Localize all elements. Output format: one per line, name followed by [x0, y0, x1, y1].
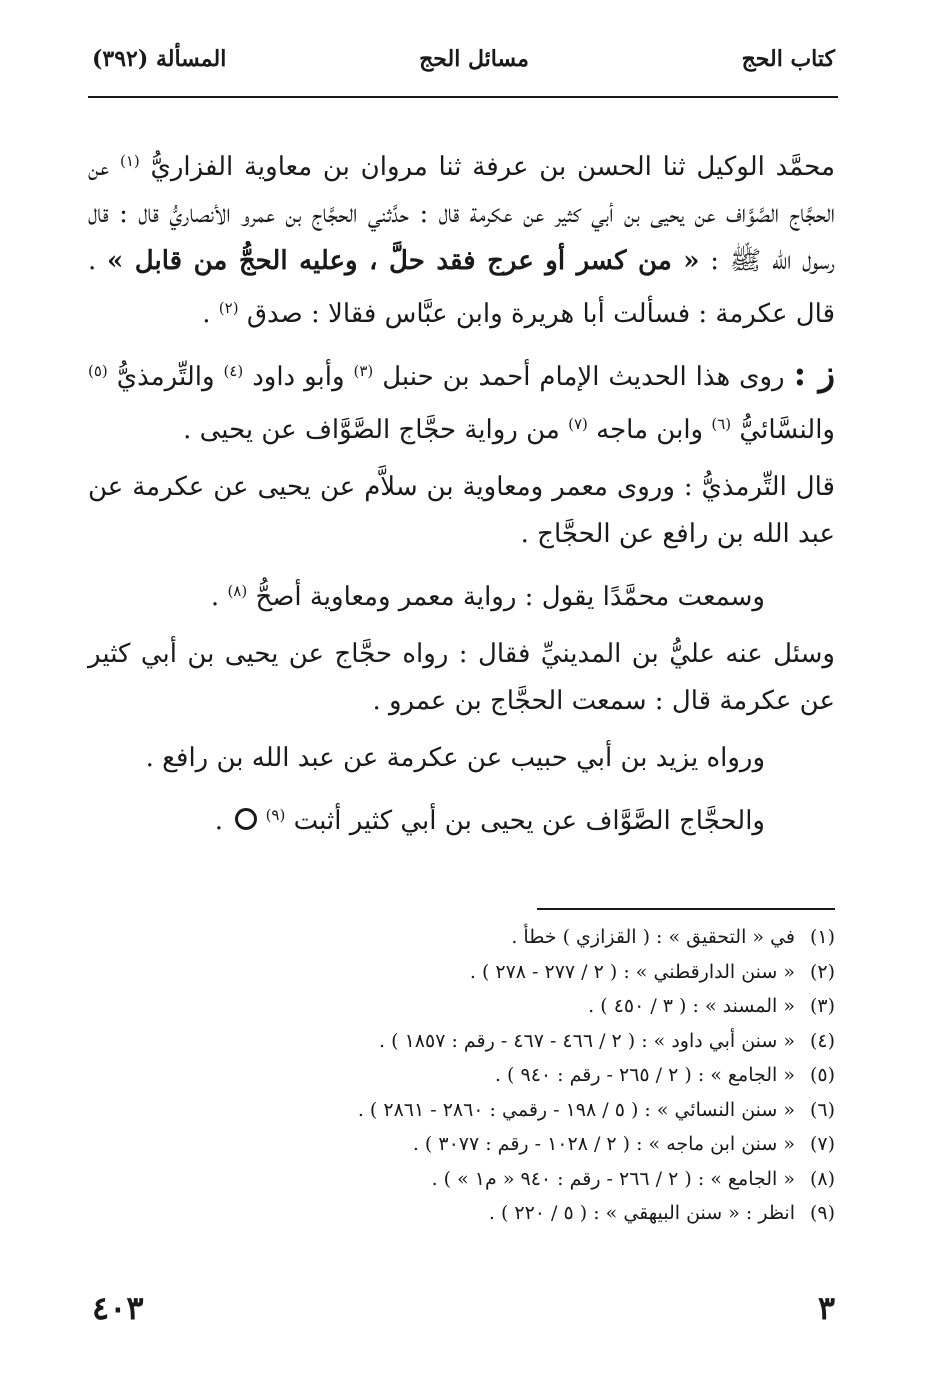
footnote-number: (٨)	[809, 1167, 835, 1190]
footnote-number: (٤)	[809, 1029, 835, 1052]
hadith-text: « من كسر أو عرج فقد حلَّ ، وعليه الحجُّ من قابل »	[107, 246, 700, 276]
footnote-number: (٦)	[809, 1098, 835, 1121]
footnote-text: « الجامع » : ( ٢ / ٢٦٥ - رقم : ٩٤٠ ) .	[494, 1064, 795, 1086]
paragraph-ibn-madini: وسئل عنه عليُّ بن المدينيِّ فقال : رواه حجَّاج عن يحيى بن أبي كثير عن عكرمة قال : سمعت الحجَّاج بن عمرو .	[88, 639, 835, 716]
paragraph-yazid: ورواه يزيد بن أبي حبيب عن عكرمة عن عبد الله بن رافع .	[145, 743, 765, 773]
footnote	[88, 1127, 835, 1162]
period: .	[214, 806, 224, 836]
footnote	[88, 1196, 835, 1231]
period: .	[202, 299, 211, 329]
isnad-line-1: محمَّد الوكيل ثنا الحسن بن عرفة ثنا مروان بن معاوية الفزاريُّ	[150, 152, 836, 182]
main-text	[88, 138, 835, 845]
footnote-text: في « التحقيق » : ( القزازي ) خطأ .	[511, 926, 795, 948]
footnote-ref-7: (٧)	[568, 415, 588, 433]
commentary-mark: ز :	[793, 354, 836, 394]
muhammad-text: وسمعت محمَّدًا يقول : رواية معمر ومعاوية أصحُّ	[255, 582, 765, 612]
footnote-number: (١)	[809, 926, 835, 948]
footnote	[88, 1162, 835, 1197]
paragraph-conclusion	[88, 792, 835, 845]
volume-number: ٣	[817, 1289, 835, 1327]
paragraph-isnad	[88, 138, 835, 338]
section-title: مسائل الحج	[419, 46, 529, 72]
footnote	[88, 955, 835, 990]
footnote-number: (٣)	[809, 995, 835, 1017]
footnote	[88, 1024, 835, 1059]
footnote	[88, 989, 835, 1024]
footnote-ref-6: (٦)	[711, 415, 732, 433]
footnote-text: « سنن النسائي » : ( ٥ / ١٩٨ - رقمي : ٢٨٦٠ - ٢٨٦١ ) .	[357, 1098, 795, 1121]
header-rule	[88, 96, 838, 98]
takhrij-a: روى هذا الحديث الإمام أحمد بن حنبل	[382, 362, 785, 392]
paragraph-tirmidhi: قال التِّرمذيُّ : وروى معمر ومعاوية بن سلاَّم عن يحيى عن عكرمة عن عبد الله بن رافع عن الحجَّاج .	[88, 472, 835, 549]
conclusion-text: والحجَّاج الصَّوَّاف عن يحيى بن أبي كثير أثبت	[293, 806, 765, 836]
footnote-ref-9: (٩)	[265, 806, 286, 824]
footnote-ref-4: (٤)	[223, 362, 244, 380]
footnote-number: (٢)	[809, 960, 835, 983]
isnad-line-2: عن الحجَّاج الصَّوَّاف عن يحيى بن أبي كثير عن عكرمة قال : حدَّثني الحجَّاج بن عمرو الأنصاريُّ قال : قال رسول الله ﷺ :	[88, 152, 836, 276]
book-title: كتاب الحج	[741, 46, 835, 72]
footnote-ref-1: (١)	[119, 152, 140, 170]
footnote-text: « الجامع » : ( ٢ / ٢٦٦ - رقم : ٩٤٠ « م١ » ) .	[431, 1167, 795, 1190]
footnote-text: « سنن الدارقطني » : ( ٢ / ٢٧٧ - ٢٧٨ ) .	[469, 960, 795, 983]
footnote-text: « سنن أبي داود » : ( ٢ / ٤٦٦ - ٤٦٧ - رقم : ١٨٥٧ ) .	[379, 1029, 795, 1052]
footnote-text: « المسند » : ( ٣ / ٤٥٠ ) .	[588, 995, 795, 1017]
footnote-rule	[537, 908, 835, 910]
footnote-ref-2: (٢)	[218, 299, 239, 317]
paragraph-takhrij	[88, 348, 835, 454]
footnote	[88, 1093, 835, 1128]
period: .	[210, 582, 220, 612]
footnote-ref-3: (٣)	[353, 362, 374, 380]
footnote-text: انظر : « سنن البيهقي » : ( ٥ / ٢٢٠ ) .	[488, 1202, 795, 1224]
footnote	[88, 920, 835, 955]
takhrij-c: والتِّرمذيُّ	[116, 362, 215, 392]
footnote-number: (٥)	[809, 1064, 835, 1086]
footnote-number: (٧)	[809, 1133, 835, 1155]
footnote-text: « سنن ابن ماجه » : ( ٢ / ١٠٢٨ - رقم : ٣٠٧٧ ) .	[412, 1133, 795, 1155]
takhrij-d: والنسَّائيُّ	[739, 415, 835, 445]
issue-label: المسألة (٣٩٢)	[92, 46, 227, 72]
page-number: ٤٠٣	[92, 1289, 144, 1327]
footnote-ref-5: (٥)	[88, 362, 108, 380]
footnote	[88, 1058, 835, 1093]
end-circle-icon	[235, 808, 257, 830]
takhrij-b: وأبو داود	[252, 362, 345, 392]
takhrij-f: من رواية حجَّاج الصَّوَّاف عن يحيى .	[183, 415, 560, 445]
footnote-ref-8: (٨)	[227, 582, 248, 600]
paragraph-muhammad	[88, 568, 835, 621]
takhrij-e: وابن ماجه	[596, 415, 704, 445]
footnote-number: (٩)	[809, 1202, 835, 1224]
isnad-line-3: . قال عكرمة : فسألت أبا هريرة وابن عبَّاس فقالا : صدق	[88, 246, 835, 329]
footnotes	[88, 920, 835, 1231]
